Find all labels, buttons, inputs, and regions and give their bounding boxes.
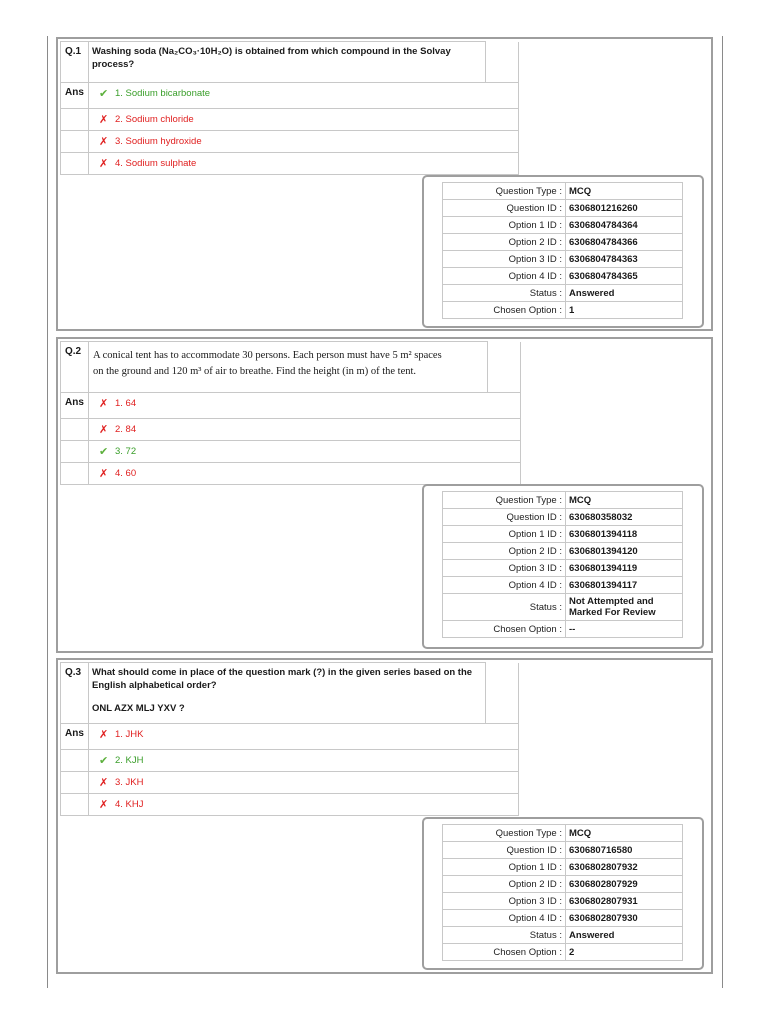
info-value: 6306801216260 (566, 200, 683, 217)
option-text: 3. JKH (115, 777, 144, 788)
info-label: Question Type : (443, 183, 566, 200)
info-value: 1 (566, 302, 683, 319)
info-label: Option 3 ID : (443, 893, 566, 910)
cross-icon: ✗ (99, 136, 109, 148)
info-value: 6306804784364 (566, 217, 683, 234)
check-icon: ✔ (99, 88, 109, 100)
info-label: Option 1 ID : (443, 859, 566, 876)
info-label: Chosen Option : (443, 944, 566, 961)
info-value: MCQ (566, 825, 683, 842)
question-text (89, 663, 486, 724)
question-panel-1 (56, 37, 713, 331)
question-info-box-2 (422, 484, 704, 649)
option-text: 3. 72 (115, 446, 137, 457)
info-value: Answered (566, 285, 683, 302)
cross-icon: ✗ (99, 158, 109, 170)
info-label: Option 4 ID : (443, 268, 566, 285)
option-text: 4. 60 (115, 468, 137, 479)
info-value: 6306802807931 (566, 893, 683, 910)
option-row (89, 772, 519, 794)
info-value: 6306802807930 (566, 910, 683, 927)
info-label: Chosen Option : (443, 302, 566, 319)
option-row (89, 393, 521, 419)
info-label: Status : (443, 285, 566, 302)
option-row (89, 724, 519, 750)
info-value: 6306801394119 (566, 560, 683, 577)
info-value: 6306801394120 (566, 543, 683, 560)
info-value: 6306804784363 (566, 251, 683, 268)
question-text (89, 342, 488, 393)
cross-icon: ✗ (99, 729, 109, 741)
option-row (89, 463, 521, 485)
question-table-2 (60, 341, 521, 485)
info-table (442, 491, 683, 638)
info-label: Option 3 ID : (443, 560, 566, 577)
info-value: 6306802807929 (566, 876, 683, 893)
info-value: 6306802807932 (566, 859, 683, 876)
question-line: on the ground and 120 m³ of air to breathe. Find the height (in m) of the tent. (93, 366, 417, 377)
cross-icon: ✗ (99, 468, 109, 480)
info-value: -- (566, 621, 683, 638)
ans-label: Ans (61, 724, 89, 750)
question-line: English alphabetical order? (92, 680, 217, 691)
option-row (89, 109, 519, 131)
option-row (89, 794, 519, 816)
cross-icon: ✗ (99, 114, 109, 126)
option-row (89, 131, 519, 153)
question-number: Q.3 (61, 663, 89, 724)
page-right-rule (722, 36, 723, 988)
info-label: Option 2 ID : (443, 543, 566, 560)
cross-icon: ✗ (99, 799, 109, 811)
option-text: 1. Sodium bicarbonate (115, 88, 211, 99)
info-label: Question Type : (443, 825, 566, 842)
option-text: 1. JHK (115, 729, 144, 740)
info-value: 630680716580 (566, 842, 683, 859)
option-row (89, 441, 521, 463)
question-panel-2 (56, 337, 713, 653)
question-table-1 (60, 41, 519, 175)
info-table (442, 824, 683, 961)
question-line (92, 692, 482, 702)
cross-icon: ✗ (99, 777, 109, 789)
info-value: 2 (566, 944, 683, 961)
option-row (89, 83, 519, 109)
question-number: Q.2 (61, 342, 89, 393)
info-label: Chosen Option : (443, 621, 566, 638)
cross-icon: ✗ (99, 398, 109, 410)
check-icon: ✔ (99, 446, 109, 458)
cross-icon: ✗ (99, 424, 109, 436)
info-value: 630680358032 (566, 509, 683, 526)
info-label: Option 1 ID : (443, 526, 566, 543)
info-table (442, 182, 683, 319)
info-label: Option 2 ID : (443, 876, 566, 893)
info-label: Option 3 ID : (443, 251, 566, 268)
info-value: MCQ (566, 492, 683, 509)
option-text: 2. Sodium chloride (115, 114, 194, 125)
info-value: 6306804784365 (566, 268, 683, 285)
option-row (89, 750, 519, 772)
info-label: Option 4 ID : (443, 577, 566, 594)
info-label: Option 1 ID : (443, 217, 566, 234)
info-value: Answered (566, 927, 683, 944)
info-label: Question Type : (443, 492, 566, 509)
info-value: 6306801394118 (566, 526, 683, 543)
question-text (89, 42, 486, 83)
info-label: Option 2 ID : (443, 234, 566, 251)
question-line: Washing soda (Na₂CO₃·10H₂O) is obtained from which compound in the Solvay (92, 46, 451, 57)
info-label: Status : (443, 594, 566, 621)
question-line: What should come in place of the question mark (?) in the given series based on the (92, 667, 473, 678)
option-text: 1. 64 (115, 398, 137, 409)
question-line: process? (92, 59, 135, 70)
info-value: Not Attempted and Marked For Review (566, 594, 683, 621)
question-number: Q.1 (61, 42, 89, 83)
info-value: 6306801394117 (566, 577, 683, 594)
question-line: ONL AZX MLJ YXV ? (92, 703, 185, 714)
question-panel-3 (56, 658, 713, 974)
option-text: 3. Sodium hydroxide (115, 136, 202, 147)
option-row (89, 153, 519, 175)
info-label: Option 4 ID : (443, 910, 566, 927)
info-label: Question ID : (443, 842, 566, 859)
question-line: A conical tent has to accommodate 30 persons. Each person must have 5 m² spaces (93, 350, 442, 361)
info-value: 6306804784366 (566, 234, 683, 251)
option-text: 4. Sodium sulphate (115, 158, 197, 169)
ans-label: Ans (61, 393, 89, 419)
info-label: Question ID : (443, 200, 566, 217)
info-label: Status : (443, 927, 566, 944)
question-info-box-1 (422, 175, 704, 328)
question-table-3 (60, 662, 519, 816)
option-text: 2. KJH (115, 755, 144, 766)
ans-label: Ans (61, 83, 89, 109)
question-info-box-3 (422, 817, 704, 970)
option-text: 2. 84 (115, 424, 137, 435)
page-left-rule (47, 36, 48, 988)
check-icon: ✔ (99, 755, 109, 767)
option-text: 4. KHJ (115, 799, 144, 810)
info-label: Question ID : (443, 509, 566, 526)
option-row (89, 419, 521, 441)
info-value: MCQ (566, 183, 683, 200)
